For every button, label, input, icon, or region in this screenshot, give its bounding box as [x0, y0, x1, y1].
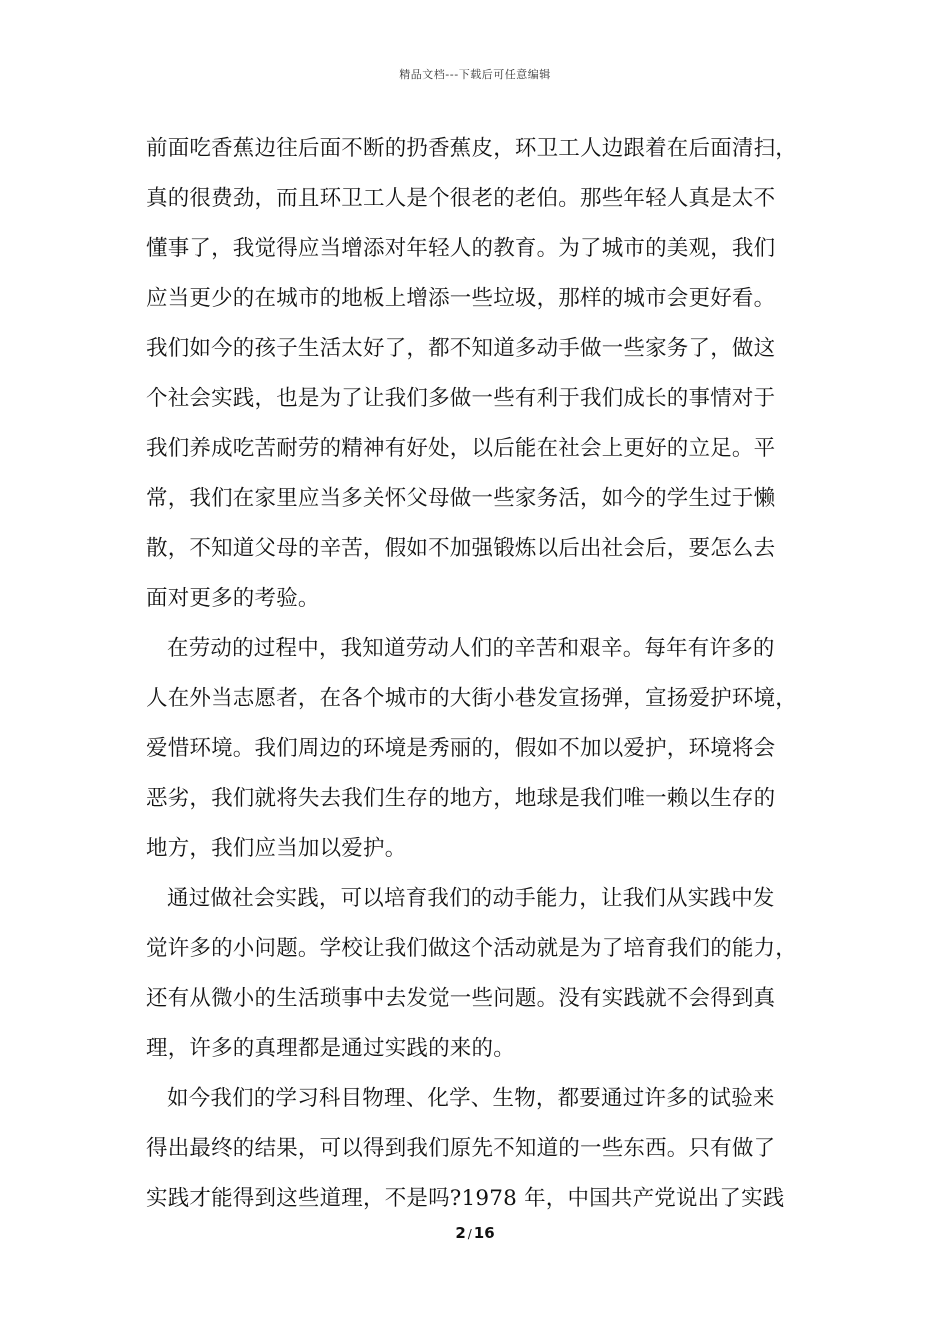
page-separator: / — [467, 1227, 472, 1241]
text-line: 我们如今的孩子生活太好了，都不知道多动手做一些家务了，做这 — [146, 336, 776, 361]
paragraph-first-line: 如今我们的学习科目物理、化学、生物，都要通过许多的试验来 — [167, 1086, 775, 1111]
paragraph-first-line: 通过做社会实践，可以培育我们的动手能力，让我们从实践中发 — [167, 886, 775, 911]
text-line: 我们养成吃苦耐劳的精神有好处，以后能在社会上更好的立足。平 — [146, 436, 776, 461]
text-line: 还有从微小的生活琐事中去发觉一些问题。没有实践就不会得到真 — [146, 986, 776, 1011]
text-line: 面对更多的考验。 — [146, 586, 320, 611]
text-line: 散，不知道父母的辛苦，假如不加强锻炼以后出社会后，要怎么去 — [146, 536, 776, 561]
text-line: 得出最终的结果，可以得到我们原先不知道的一些东西。只有做了 — [146, 1136, 776, 1161]
current-page-number: 2 — [455, 1224, 466, 1242]
page-header: 精品文档---下载后可任意编辑 — [399, 68, 551, 81]
text-line: 应当更少的在城市的地板上增添一些垃圾，那样的城市会更好看。 — [146, 286, 776, 311]
text-line: 觉许多的小问题。学校让我们做这个活动就是为了培育我们的能力， — [146, 936, 798, 961]
text-line: 理，许多的真理都是通过实践的来的。 — [146, 1036, 515, 1061]
text-line: 地方，我们应当加以爱护。 — [146, 836, 407, 861]
text-line: 爱惜环境。我们周边的环境是秀丽的，假如不加以爱护，环境将会 — [146, 736, 776, 761]
text-line: 真的很费劲，而且环卫工人是个很老的老伯。那些年轻人真是太不 — [146, 186, 776, 211]
total-pages-number: 16 — [473, 1224, 495, 1242]
text-line: 个社会实践，也是为了让我们多做一些有利于我们成长的事情对于 — [146, 386, 776, 411]
text-line: 常，我们在家里应当多关怀父母做一些家务活，如今的学生过于懒 — [146, 486, 776, 511]
text-line: 人在外当志愿者，在各个城市的大街小巷发宣扬弹，宣扬爱护环境， — [146, 686, 798, 711]
body-text — [146, 124, 814, 1224]
text-line: 前面吃香蕉边往后面不断的扔香蕉皮，环卫工人边跟着在后面清扫， — [146, 136, 798, 161]
paragraph-first-line: 在劳动的过程中，我知道劳动人们的辛苦和艰辛。每年有许多的 — [167, 636, 775, 661]
text-line: 恶劣，我们就将失去我们生存的地方，地球是我们唯一赖以生存的 — [146, 786, 776, 811]
text-line: 实践才能得到这些道理，不是吗?1978 年，中国共产党说出了实践 — [146, 1186, 785, 1211]
page-number — [0, 1224, 950, 1242]
text-line: 懂事了，我觉得应当增添对年轻人的教育。为了城市的美观，我们 — [146, 236, 776, 261]
